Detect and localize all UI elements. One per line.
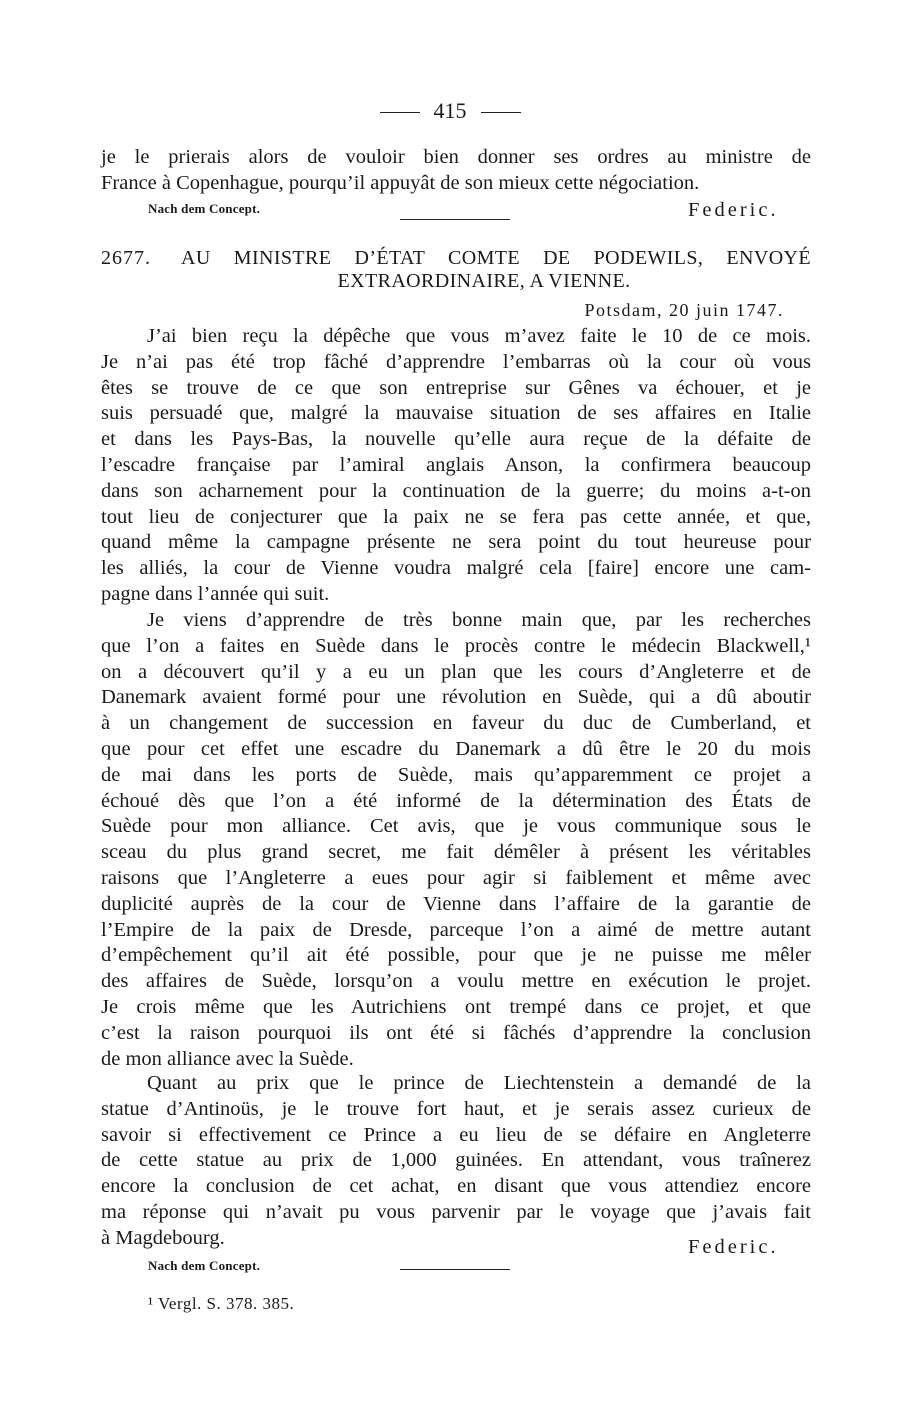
text-line: pagne dans l’année qui suit. <box>101 582 330 605</box>
text-line: tout lieu de conjecturer que la paix ne se fera pas cette année, et que, <box>101 505 811 528</box>
text-line: raisons que l’Angleterre a eues pour agir si faiblement et même avec <box>101 866 811 889</box>
text-line: dans son acharnement pour la continuation de la guerre; du moins a-t-on <box>101 479 811 502</box>
text-line: encore la conclusion de cet achat, en disant que vous attendiez encore <box>101 1175 811 1198</box>
text-line: suis persuadé que, malgré la mauvaise situation de ses affaires en Italie <box>101 402 811 425</box>
text-line: d’empêchement qu’il ait été possible, pour que je ne puisse me mêler <box>101 944 811 967</box>
separator-rule <box>400 1269 510 1270</box>
signature: Federic. <box>688 1236 779 1258</box>
separator-rule <box>400 219 510 220</box>
text-line: échoué dès que l’on a été informé de la détermination des États de <box>101 789 811 812</box>
source-note: Nach dem Concept. <box>148 201 261 216</box>
text-line: quand même la campagne présente ne sera point du tout heureuse pour <box>101 531 811 554</box>
letter-title-line1: AU MINISTRE D’ÉTAT COMTE DE PODEWILS, ENVOYÉ <box>181 247 811 269</box>
paragraph-3 <box>101 1071 811 1252</box>
text-line: de mai dans les ports de Suède, mais qu’apparemment ce projet a <box>101 763 811 786</box>
text-line: êtes se trouve de ce que son entreprise sur Gênes va échouer, et je <box>101 376 811 399</box>
text-line: à Magdebourg. <box>101 1226 225 1249</box>
text-line: Danemark avaient formé pour une révolution en Suède, qui a dû aboutir <box>101 686 811 709</box>
place-date: Potsdam, 20 juin 1747. <box>584 300 784 320</box>
top-continuation-text <box>101 145 811 197</box>
paragraph-1 <box>101 324 811 608</box>
text-line: je le prierais alors de vouloir bien donner ses ordres au ministre de <box>101 146 811 168</box>
text-line: de cette statue au prix de 1,000 guinées. En attendant, vous traînerez <box>101 1149 811 1172</box>
source-note: Nach dem Concept. <box>148 1258 261 1273</box>
text-line: et dans les Pays-Bas, la nouvelle qu’elle aura reçue de la défaite de <box>101 428 811 451</box>
text-line: Suède pour mon alliance. Cet avis, que je vous communique sous le <box>101 815 811 838</box>
footnote: ¹ Vergl. S. 378. 385. <box>148 1294 295 1313</box>
text-line: Je crois même que les Autrichiens ont trempé dans ce projet, et que <box>101 995 811 1018</box>
text-line: duplicité auprès de la cour de Vienne dans l’affaire de la garantie de <box>101 892 811 915</box>
text-line: sceau du plus grand secret, me fait démêler à présent les véritables <box>101 841 811 864</box>
text-line: France à Copenhague, pourqu’il appuyât de son mieux cette négociation. <box>101 171 700 194</box>
page-header <box>0 96 900 126</box>
text-line: c’est la raison pourquoi ils ont été si fâchés d’apprendre la conclusion <box>101 1021 811 1044</box>
text-line: l’escadre française par l’amiral anglais Anson, la confirmera beaucoup <box>101 453 811 476</box>
letter-title-line2: EXTRAORDINAIRE, A VIENNE. <box>337 270 631 292</box>
text-line: l’Empire de la paix de Dresde, parceque l’on a aimé de mettre autant <box>101 918 811 941</box>
header-left-dash <box>380 112 420 113</box>
page-number: 415 <box>433 98 467 123</box>
text-line: on a découvert qu’il y a eu un plan que les cours d’Angleterre et de <box>101 660 811 683</box>
text-line: que l’on a faites en Suède dans le procès contre le médecin Blackwell,¹ <box>101 634 811 657</box>
text-line: Je n’ai pas été trop fâché d’apprendre l’embarras où la cour où vous <box>101 350 811 373</box>
text-line: statue d’Antinoüs, je le trouve fort haut, et je serais assez curieux de <box>101 1097 811 1120</box>
text-line: Quant au prix que le prince de Liechtenstein a demandé de la <box>147 1072 811 1094</box>
letter-number: 2677. <box>101 247 151 269</box>
text-line: savoir si effectivement ce Prince a eu lieu de se défaire en Angleterre <box>101 1123 811 1146</box>
text-line: des affaires de Suède, lorsqu’on a voulu mettre en exécution le projet. <box>101 970 811 993</box>
signature: Federic. <box>688 199 779 221</box>
text-line: les alliés, la cour de Vienne voudra malgré cela [faire] encore une cam- <box>101 557 811 580</box>
text-line: Je viens d’apprendre de très bonne main que, par les recherches <box>147 609 811 631</box>
text-line: à un changement de succession en faveur du duc de Cumberland, et <box>101 712 811 735</box>
text-line: de mon alliance avec la Suède. <box>101 1047 354 1070</box>
header-right-dash <box>481 112 521 113</box>
text-line: ma réponse qui n’avait pu vous parvenir par le voyage que j’avais fait <box>101 1200 811 1223</box>
text-line: que pour cet effet une escadre du Danemark a dû être le 20 du mois <box>101 737 811 760</box>
text-line: J’ai bien reçu la dépêche que vous m’avez faite le 10 de ce mois. <box>147 325 811 347</box>
paragraph-2 <box>101 608 811 1072</box>
letter-heading <box>101 247 811 293</box>
